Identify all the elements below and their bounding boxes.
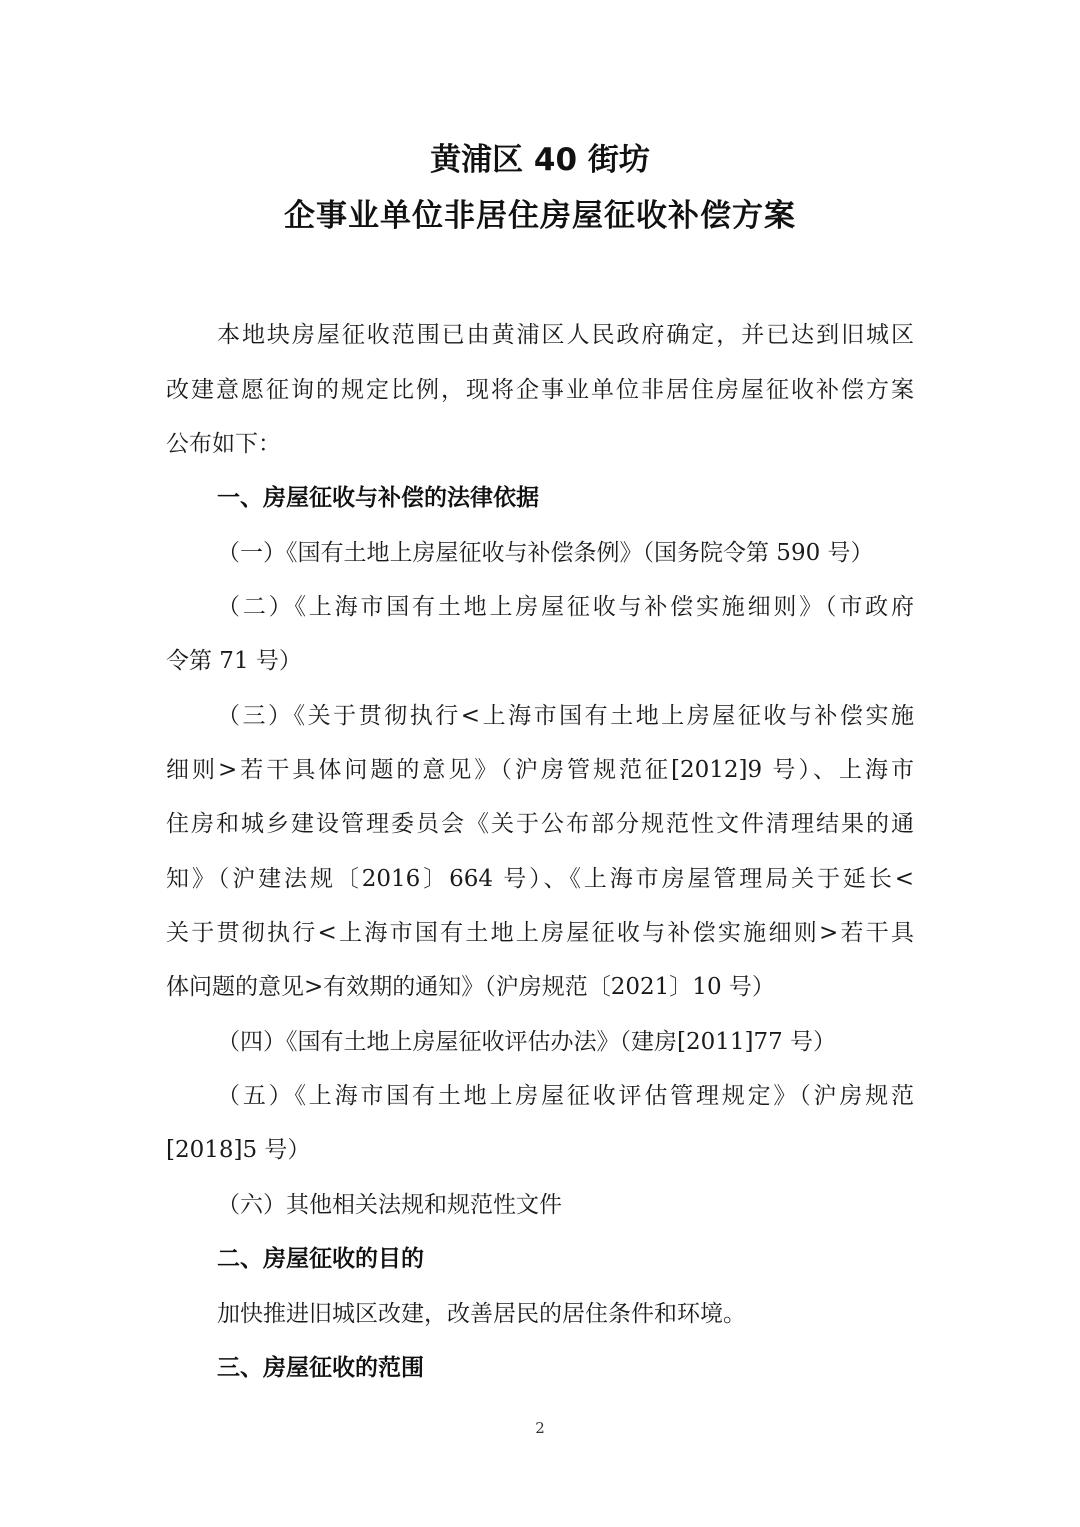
document-title-line-1: 黄浦区 40 街坊 [430,142,650,178]
item-5-line-1: （五）《上海市国有土地上房屋征收评估管理规定》（沪房规范 [217,1083,914,1109]
section-2-heading: 二、房屋征收的目的 [217,1246,424,1272]
section-2-body: 加快推进旧城区改建，改善居民的居住条件和环境。 [217,1301,746,1327]
item-3-line-2: 细则>若干具体问题的意见》（沪房管规范征[2012]9 号）、上海市 [166,757,914,783]
item-3-line-6: 体问题的意见>有效期的通知》（沪房规范〔2021〕10 号） [166,974,775,1000]
item-3-line-3: 住房和城乡建设管理委员会《关于公布部分规范性文件清理结果的通 [166,811,914,837]
item-4-line-1: （四）《国有土地上房屋征收评估办法》（建房[2011]77 号） [217,1029,837,1055]
item-6-line-1: （六）其他相关法规和规范性文件 [217,1192,562,1218]
section-3-heading: 三、房屋征收的范围 [217,1355,424,1381]
item-5-line-2: [2018]5 号） [166,1137,311,1163]
page-number: 2 [535,1419,545,1437]
item-3-line-5: 关于贯彻执行<上海市国有土地上房屋征收与补偿实施细则>若干具 [166,920,914,946]
intro-line-1: 本地块房屋征收范围已由黄浦区人民政府确定，并已达到旧城区 [217,322,914,348]
item-2-line-2: 令第 71 号） [166,648,302,674]
item-2-line-1: （二）《上海市国有土地上房屋征收与补偿实施细则》（市政府 [217,594,914,620]
section-1-heading: 一、房屋征收与补偿的法律依据 [217,485,539,511]
intro-line-3: 公布如下： [166,431,281,457]
item-1-line-1: （一）《国有土地上房屋征收与补偿条例》（国务院令第 590 号） [217,540,874,566]
item-3-line-1: （三）《关于贯彻执行<上海市国有土地上房屋征收与补偿实施 [217,703,914,729]
item-3-line-4: 知》（沪建法规〔2016〕664 号）、《上海市房屋管理局关于延长< [166,866,914,892]
document-title-line-2: 企事业单位非居住房屋征收补偿方案 [284,198,796,234]
intro-line-2: 改建意愿征询的规定比例，现将企事业单位非居住房屋征收补偿方案 [166,377,914,403]
